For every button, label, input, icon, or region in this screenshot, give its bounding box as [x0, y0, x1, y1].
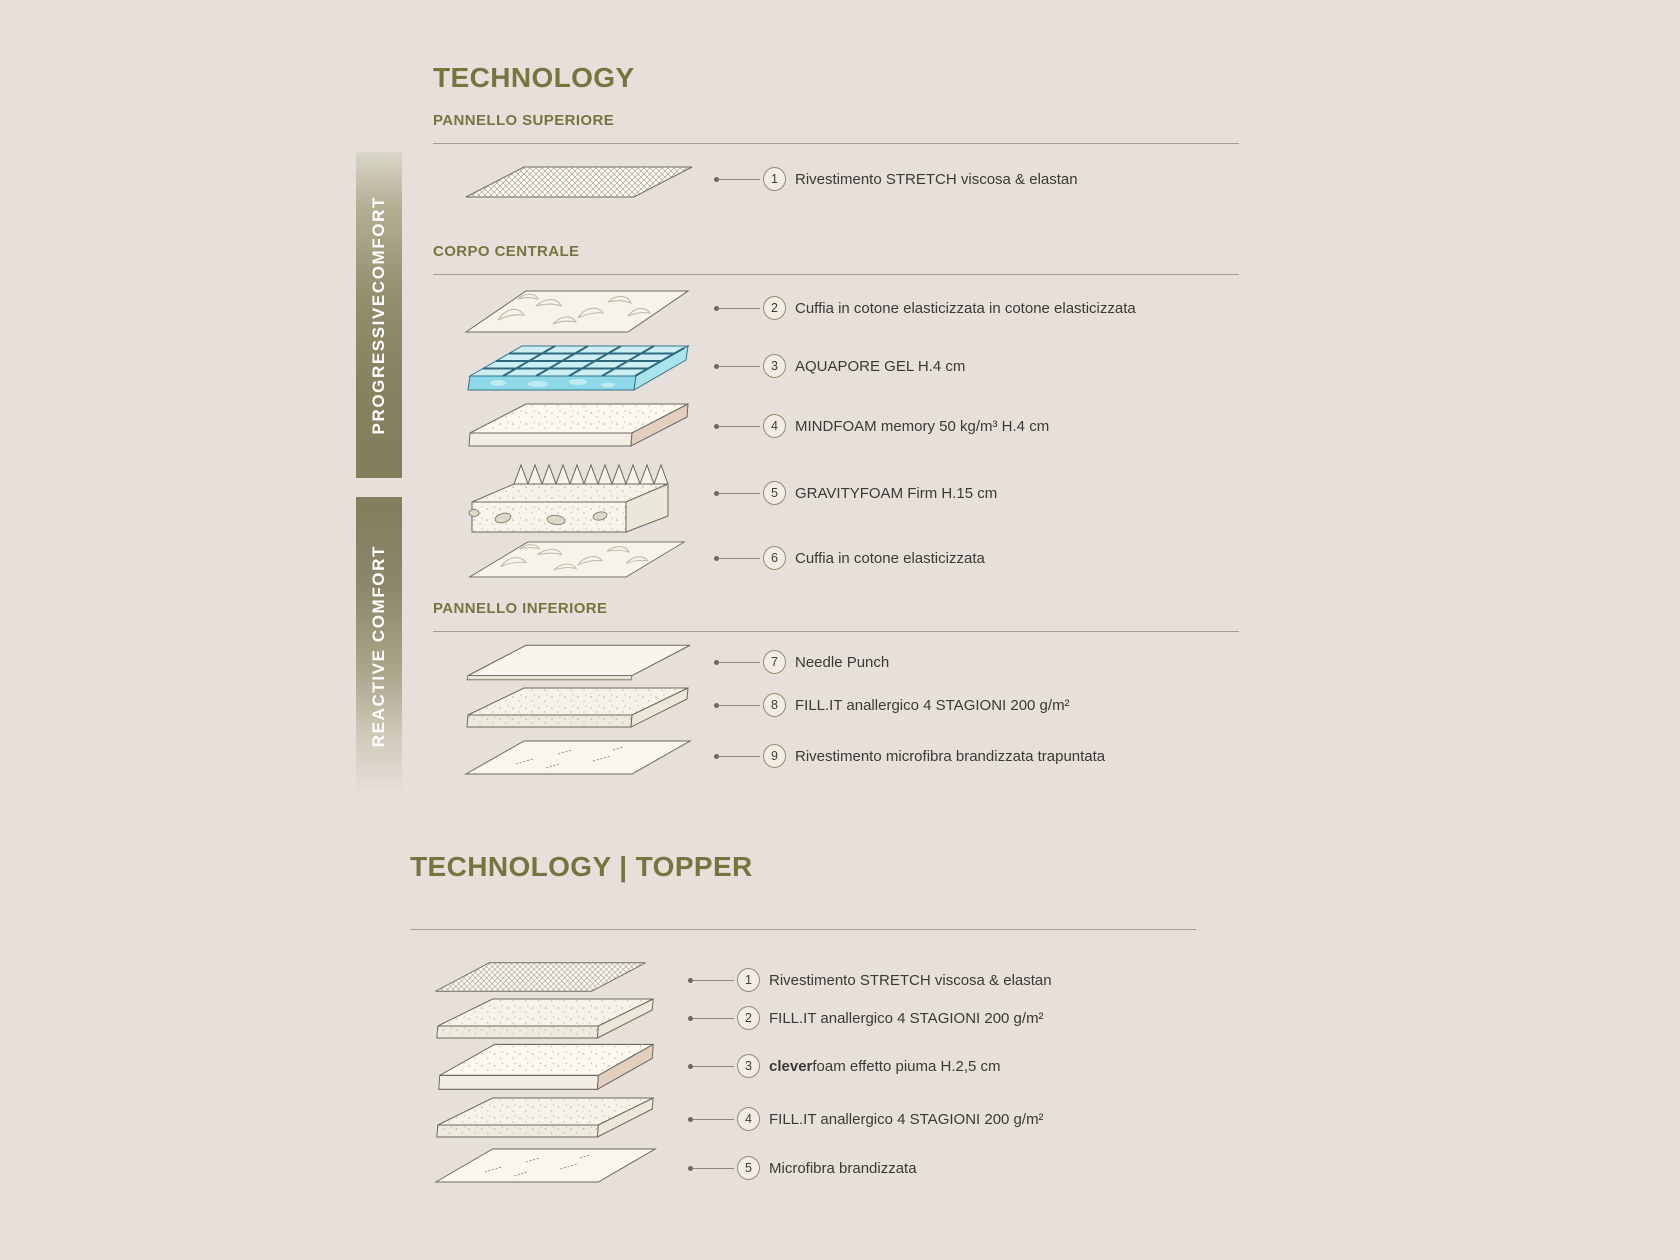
brand-bold: clever — [769, 1057, 813, 1075]
callout-line — [693, 980, 734, 981]
callout-line — [693, 1119, 734, 1120]
layer-label: Cuffia in cotone elasticizzata in cotone elasticizzata — [795, 299, 1136, 317]
layer-label: FILL.IT anallergico 4 STAGIONI 200 g/m² — [795, 696, 1070, 714]
callout-number: 5 — [763, 481, 786, 505]
topper-callout-3 — [688, 1054, 1001, 1078]
topper-title: TECHNOLOGY | TOPPER — [410, 851, 753, 882]
callout-line — [719, 756, 760, 757]
section-divider — [433, 274, 1239, 275]
swirl-layer-illustration — [462, 536, 692, 582]
layer-label: Rivestimento microfibra brandizzata trapuntata — [795, 747, 1106, 765]
callout-7 — [714, 650, 889, 674]
mesh-layer-illustration — [428, 958, 653, 996]
swirl-layer-illustration — [458, 284, 696, 338]
layer-label: MINDFOAM memory 50 kg/m³ H.4 cm — [795, 417, 1050, 435]
padded-layer-illustration — [458, 682, 698, 736]
callout-line — [719, 426, 760, 427]
callout-line — [719, 558, 760, 559]
layer-label — [769, 1058, 1001, 1075]
layer-label: FILL.IT anallergico 4 STAGIONI 200 g/m² — [769, 1110, 1044, 1128]
layer-label: FILL.IT anallergico 4 STAGIONI 200 g/m² — [769, 1009, 1044, 1027]
callout-number: 3 — [763, 354, 786, 378]
topper-callout-1 — [688, 968, 1052, 992]
callout-number: 3 — [737, 1054, 760, 1078]
callout-4 — [714, 414, 1049, 438]
section-heading-corpo-centrale: CORPO CENTRALE — [433, 243, 580, 260]
section-divider — [433, 631, 1239, 632]
layer-label: Rivestimento STRETCH viscosa & elastan — [769, 971, 1052, 989]
callout-number: 1 — [763, 167, 786, 191]
foam-layer-illustration — [458, 398, 698, 456]
callout-number: 2 — [737, 1006, 760, 1030]
layer-label: AQUAPORE GEL H.4 cm — [795, 357, 966, 375]
callout-9 — [714, 744, 1105, 768]
callout-number: 1 — [737, 968, 760, 992]
topper-callout-5 — [688, 1156, 917, 1180]
callout-3 — [714, 354, 965, 378]
callout-number: 9 — [763, 744, 786, 768]
callout-line — [719, 662, 760, 663]
callout-5 — [714, 481, 997, 505]
callout-line — [719, 493, 760, 494]
padded-layer-illustration — [428, 1092, 663, 1146]
label-rest: foam effetto piuma H.2,5 cm — [812, 1057, 1001, 1075]
topper-divider — [410, 929, 1196, 930]
sidebar-progressive-comfort — [356, 152, 402, 478]
callout-line — [719, 366, 760, 367]
sidebar-progressive-comfort-label: PROGRESSIVECOMFORT — [369, 195, 388, 435]
callout-number: 8 — [763, 693, 786, 717]
callout-8 — [714, 693, 1070, 717]
quilted-layer-illustration — [428, 1142, 663, 1188]
callout-line — [693, 1018, 734, 1019]
sidebar-reactive-comfort — [356, 497, 402, 795]
ridged-layer-illustration — [458, 450, 698, 538]
layer-label: Rivestimento STRETCH viscosa & elastan — [795, 170, 1078, 188]
layer-label: Needle Punch — [795, 653, 890, 671]
topper-callout-2 — [688, 1006, 1044, 1030]
callout-number: 2 — [763, 296, 786, 320]
callout-line — [719, 179, 760, 180]
mesh-layer-illustration — [458, 162, 700, 202]
quilted-layer-illustration — [458, 734, 698, 780]
page-title: TECHNOLOGY — [433, 62, 635, 93]
sheet-layer-illustration — [458, 640, 698, 684]
gel-layer-illustration — [458, 340, 698, 398]
callout-line — [693, 1168, 734, 1169]
section-heading-pannello-inferiore: PANNELLO INFERIORE — [433, 600, 608, 617]
section-divider — [433, 143, 1239, 144]
foam-layer-illustration — [428, 1038, 663, 1100]
callout-2 — [714, 296, 1136, 320]
callout-number: 5 — [737, 1156, 760, 1180]
callout-line — [693, 1066, 734, 1067]
callout-line — [719, 705, 760, 706]
layer-label: Microfibra brandizzata — [769, 1159, 917, 1177]
callout-line — [719, 308, 760, 309]
layer-label: Cuffia in cotone elasticizzata — [795, 549, 985, 567]
callout-6 — [714, 546, 985, 570]
callout-number: 4 — [737, 1107, 760, 1131]
callout-number: 7 — [763, 650, 786, 674]
section-heading-pannello-superiore: PANNELLO SUPERIORE — [433, 112, 615, 129]
callout-number: 6 — [763, 546, 786, 570]
layer-label: GRAVITYFOAM Firm H.15 cm — [795, 484, 998, 502]
sidebar-reactive-comfort-label: REACTIVE COMFORT — [369, 544, 388, 748]
callout-number: 4 — [763, 414, 786, 438]
callout-1 — [714, 167, 1078, 191]
topper-callout-4 — [688, 1107, 1044, 1131]
